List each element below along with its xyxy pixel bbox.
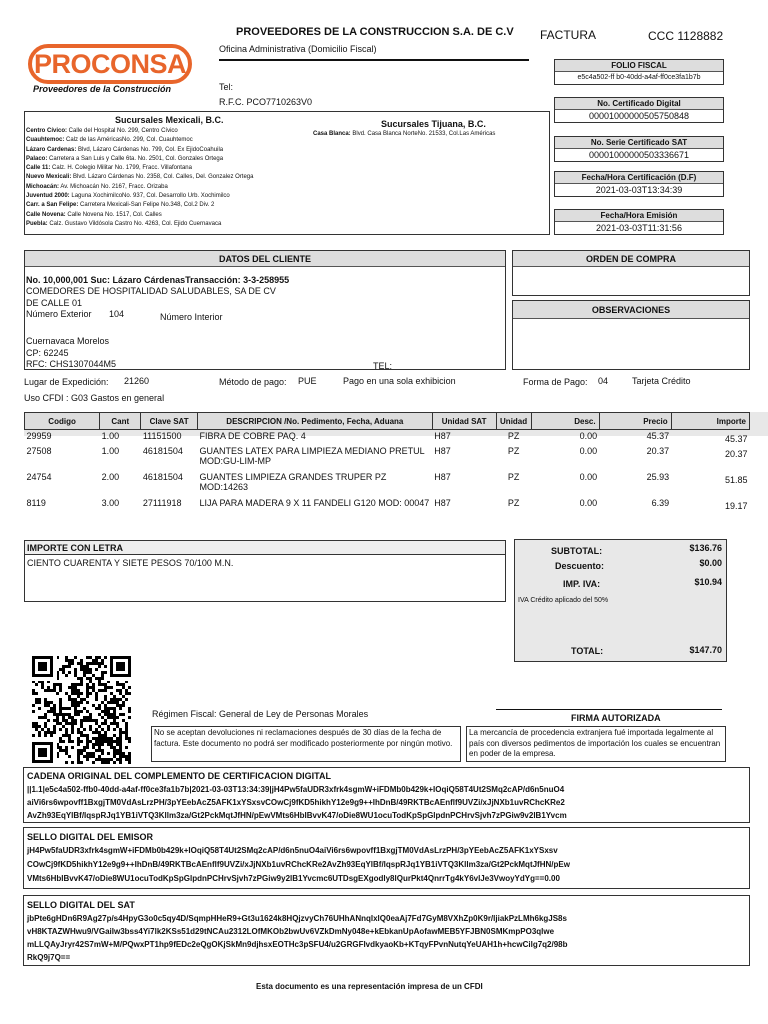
observaciones-box: [512, 300, 750, 370]
table-cell: H87: [434, 431, 451, 441]
branch-label: Palaco:: [26, 155, 48, 162]
col-clave-sat: Clave SAT: [141, 413, 198, 430]
table-row: [25, 430, 750, 446]
iva-value: $10.94: [694, 577, 722, 587]
table-cell: 0.00: [579, 446, 598, 456]
cert-sat-value: 00001000000503336671: [588, 150, 690, 160]
branch-label: Carr. a San Felipe:: [26, 202, 79, 209]
logo-text: PROCONSA: [33, 48, 186, 79]
sello-emisor-line-3: VMts6HbIBvvK47/oDie8WU1ocuTodKpSpGlpdnPCHrvSjvh7zPGiw9y2lB1Yvcmc6UTDsgEXgodly8lQurPkt4QnrrTg4kY6vlJe3VwoyYdYg==0.00: [27, 874, 560, 883]
table-cell: 20.37: [646, 446, 670, 456]
subtotal-label: SUBTOTAL:: [551, 546, 603, 556]
table-cell: 0.00: [579, 431, 598, 441]
sello-emisor-title: SELLO DIGITAL DEL EMISOR: [27, 832, 154, 842]
cert-box: [554, 97, 724, 123]
table-cell: 45.37: [646, 431, 670, 441]
iva-note: IVA Crédito aplicado del 50%: [518, 597, 609, 604]
total-value: $147.70: [689, 645, 722, 655]
cert-date-box: [554, 171, 724, 197]
descuento-label: Descuento:: [555, 561, 605, 571]
table-cell: 46181504: [142, 446, 183, 456]
table-header-row: [25, 413, 750, 430]
client-account-line: No. 10,000,001 Suc: Lázaro CárdenasTransacción: 3-3-258955: [26, 275, 290, 285]
iva-label: IMP. IVA:: [563, 579, 601, 589]
branch-item: [26, 136, 326, 145]
cadena-original-title: CADENA ORIGINAL DEL COMPLEMENTO DE CERTIFICACION DIGITAL: [27, 771, 332, 781]
folio-fiscal-value: e5c4a502-ff b0-40dd-a4af-ff0ce3fa1b7b: [577, 74, 701, 81]
sello-emisor-line-1: jH4Pw5faUDR3xfrk4sgmW+iFDMb0b429k+IOqiQ58T4Ut2SMq2cAP/d6n5nuO4aiVi6rs6wpovff1BxgjTM0VdAsLrzPH/3pYEebAcZ5AFK1xYSxsv: [27, 846, 558, 855]
document-number: CCC 1128882: [648, 29, 724, 43]
table-cell: PZ: [507, 446, 520, 456]
table-row: [25, 445, 750, 471]
importe-letra-title: IMPORTE CON LETRA: [25, 541, 505, 555]
branch-address: Calz. Gustavo Vildósola Castro No. 4263, Col. Ejido Cuernavaca: [47, 220, 222, 227]
col-desc: Desc.: [531, 413, 599, 430]
firma-line: [496, 709, 722, 710]
sello-sat-line-3: mLLQAyJryr42S7mW+M/PQwxPT1hp9fEDc2eQgOKjSkMn9djhsxEOTHc3pSFU4/u2GRGFlvdkyaoKb+KTqyFPvnNutqYeUAH1h+hcwCilg7q2/98b: [27, 940, 568, 949]
branch-label: Nuevo Mexicali:: [26, 174, 72, 181]
totals-box: [514, 539, 727, 662]
col-descripcion: DESCRIPCION /No. Pedimento, Fecha, Aduana: [197, 413, 432, 430]
tijuana-title: Sucursales Tijuana, B.C.: [381, 119, 486, 129]
items-table: [24, 412, 750, 523]
client-ext-label: Número Exterior: [26, 309, 92, 319]
branch-address: Av. Michoacán No. 2167, Fracc. Orizaba: [59, 183, 168, 190]
sello-emisor-line-2: COwCj9fKD5hikhY12e9g9++IhDnB/49RKTBcAEnflf9UVZi/xJjNXb1uvRChcKRe2AvZh93EqYlBf/lqspRJq1YB1iVTQ3Kllm3za/Gt2PckMqtJfHN/pEw: [27, 860, 570, 869]
branch-address: Blvd. Lázaro Cárdenas No. 2358, Col. Calles, Del. Gonzalez Ortega: [71, 174, 254, 181]
branch-item: [26, 155, 326, 164]
metodo-label: Método de pago:: [219, 377, 287, 387]
office-label: Oficina Administrativa (Domicilio Fiscal): [219, 44, 377, 54]
sello-sat-line-1: jbPte6gHDn6R9Ag27p/s4HpyG3o0c5qy4D/SqmpHHeR9+Gt3u1624k8HQjzvyCh76UHhANnqlxlQ0eaAj7Fd7GyM8VXhZp0K9r/ljiakPzLMh6kgJS8s: [27, 914, 567, 923]
table-cell: H87: [434, 446, 451, 456]
tijuana-branch: [313, 131, 495, 137]
regimen-fiscal: Régimen Fiscal: General de Ley de Personas Morales: [152, 709, 369, 719]
orden-compra-box: [512, 250, 750, 296]
cert-sat-box: [554, 136, 724, 162]
client-cp: CP: 62245: [26, 348, 69, 358]
table-cell: 24754: [26, 472, 52, 482]
branch-label: Michoacán:: [26, 183, 60, 190]
branch-item: [26, 201, 326, 210]
cert-label: No. Certificado Digital: [555, 98, 723, 110]
subtotal-value: $136.76: [689, 543, 722, 553]
table-cell: 1.00: [101, 431, 120, 441]
cadena-line-2: aiVi6rs6wpovff1BxgjTM0VdAsLrzPH/3pYEebAcZ5AFK1xYSxsvCOwCj9fKD5hikhY12e9g9++IhDnB/49RKTBcAEnflf9UVZi/xJjNXb1uvRChcKRe2: [27, 798, 565, 807]
col-importe: Importe: [671, 413, 749, 430]
notice-returns: No se aceptan devoluciones ni reclamaciones después de 30 días de la fecha de factura. Este documento no podrá ser modificado posteriormente por ningún motivo.: [151, 726, 461, 762]
table-cell: 51.85: [724, 475, 748, 485]
emit-date-value: 2021-03-03T11:31:56: [596, 223, 682, 233]
client-ext-value: 104: [109, 309, 125, 319]
branch-item: [26, 127, 326, 136]
tel-label: Tel:: [219, 82, 234, 92]
client-box: [24, 250, 506, 370]
table-cell: 29959: [26, 431, 52, 441]
folio-fiscal-box: [554, 59, 724, 85]
table-cell: PZ: [507, 498, 520, 508]
table-cell: H87: [434, 472, 451, 482]
table-cell: GUANTES LIMPIEZA GRANDES TRUPER PZ MOD:14263: [199, 472, 387, 492]
client-tel-label: TEL:: [373, 361, 393, 371]
branch-address: Calle Novena No. 1517, Col. Calles: [65, 211, 162, 218]
table-cell: 46181504: [142, 472, 183, 482]
table-cell: 27111918: [142, 498, 182, 508]
tijuana-branch-text: Blvd. Casa Blanca NorteNo. 21533, Col.Las Américas: [350, 131, 496, 137]
table-cell: 0.00: [579, 472, 598, 482]
table-cell: PZ: [507, 472, 520, 482]
table-cell: 45.37: [724, 434, 748, 444]
cert-date-label: Fecha/Hora Certificación (D.F): [555, 172, 723, 184]
branch-item: [26, 183, 326, 192]
table-cell: 11151500: [142, 431, 182, 441]
footer-note: Esta documento es una representación impresa de un CFDI: [256, 982, 483, 991]
metodo-value: PUE: [298, 376, 317, 386]
table-cell: 20.37: [724, 449, 748, 459]
client-city: Cuernavaca Morelos: [26, 336, 110, 346]
rfc-label: R.F.C. PCO7710263V0: [219, 97, 313, 107]
lugar-label: Lugar de Expedición:: [24, 377, 109, 387]
col-unidad: Unidad: [496, 413, 531, 430]
branch-label: Juventud 2000:: [26, 193, 70, 200]
forma-label: Forma de Pago:: [523, 377, 588, 387]
cadena-original-box: [23, 767, 750, 823]
col-cant: Cant: [100, 413, 141, 430]
client-street: DE CALLE 01: [26, 298, 83, 308]
col-precio: Precio: [599, 413, 671, 430]
company-logo: [28, 44, 192, 84]
mexicali-list: [26, 127, 326, 229]
company-name: PROVEEDORES DE LA CONSTRUCCION S.A. DE C.V: [236, 26, 514, 38]
branch-label: Lázaro Cardenas:: [26, 146, 77, 153]
branch-label: Cuauhtemoc:: [26, 137, 65, 144]
table-cell: LIJA PARA MADERA 9 X 11 FANDELI G120 MOD: 00047: [199, 498, 430, 508]
logo-subtitle: Proveedores de la Construcción: [33, 84, 172, 94]
forma-desc: Tarjeta Crédito: [632, 376, 691, 386]
client-int-label: Número Interior: [160, 312, 223, 322]
sello-sat-line-2: vH8KTAZWHwu9/VGaiIw3bss4Yi7lk2KSs51d29tNCAu2312LOfMKOb2bwUv6VZkDmNy048e+kEbkanUpAofawMEB5YFJBN0SMKmpPO3qlwe: [27, 927, 555, 936]
notice-import: La mercancía de procedencia extranjera fué importada legalmente al país con diversos pedimentos de importación los cuales se encuentran en poder de la empresa.: [466, 726, 726, 762]
branch-address: Calle del Hospital No. 299, Centro Cívico: [67, 128, 178, 134]
table-cell: FIBRA DE COBRE PAQ. 4: [199, 431, 306, 441]
branch-item: [26, 211, 326, 220]
folio-fiscal-label: FOLIO FISCAL: [555, 60, 723, 72]
importe-letra-value: CIENTO CUARENTA Y SIETE PESOS 70/100 M.N.: [27, 558, 234, 568]
branch-label: Centro Cívico:: [26, 128, 68, 134]
client-section-title: DATOS DEL CLIENTE: [25, 251, 505, 267]
cert-date-value: 2021-03-03T13:34:39: [595, 185, 683, 195]
sello-sat-line-4: RkQ9j7Q==: [27, 953, 71, 962]
orden-compra-title: ORDEN DE COMPRA: [513, 251, 749, 267]
branch-label: Calle 11:: [26, 165, 51, 172]
forma-value: 04: [598, 376, 609, 386]
emit-date-label: Fecha/Hora Emisión: [555, 210, 723, 222]
branch-label: Calle Novena:: [26, 211, 66, 218]
emit-date-box: [554, 209, 724, 235]
importe-letra-box: [24, 540, 506, 602]
observaciones-title: OBSERVACIONES: [513, 301, 749, 319]
branch-item: [26, 220, 326, 229]
table-cell: 27508: [26, 446, 52, 456]
table-cell: 3.00: [101, 498, 120, 508]
branch-item: [26, 146, 326, 155]
table-row: [25, 497, 750, 523]
branch-address: Blvd, Lázaro Cárdenas No. 799, Col. Ex EjidoCoahuila: [76, 146, 224, 153]
table-cell: 1.00: [101, 446, 120, 456]
table-cell: 0.00: [579, 498, 598, 508]
items-body: [25, 430, 750, 524]
firma-autorizada: FIRMA AUTORIZADA: [571, 713, 661, 723]
branch-address: Carretera a San Luis y Calle 6ta. No. 2501, Col. Gonzales Ortega: [47, 155, 224, 162]
table-cell: 6.39: [651, 498, 670, 508]
cadena-line-1: ||1.1|e5c4a502-ffb0-40dd-a4af-ff0ce3fa1b7b|2021-03-03T13:34:39|jH4Pw5faUDR3xfrk4sgmW+iFDMb0b429k+IOqiQ58T4Ut2SMq2cAP/d6n5nuO4: [27, 785, 565, 794]
total-label: TOTAL:: [571, 646, 604, 656]
table-cell: PZ: [507, 431, 520, 441]
cert-sat-label: No. Serie Certificado SAT: [555, 137, 723, 149]
branch-label: Puebla:: [26, 220, 48, 227]
cadena-line-3: AvZh93EqYlBf/lqspRJq1YB1iVTQ3Kllm3za/Gt2PckMqtJfHN/pEwVMts6HbIBvvK47/oDie8WU1ocuTodKpSpGlpdnPCHrvSjvh7zPGiw9v2lB1Yvcm: [27, 811, 567, 820]
client-name: COMEDORES DE HOSPITALIDAD SALUDABLES, SA DE CV: [26, 286, 276, 296]
col-codigo: Codigo: [25, 413, 100, 430]
table-row: [25, 471, 750, 497]
cert-value: 00001000000505750848: [588, 111, 690, 121]
table-cell: 19.17: [724, 501, 748, 511]
lugar-value: 21260: [124, 376, 150, 386]
sello-sat-box: [23, 895, 750, 966]
sello-emisor-box: [23, 827, 750, 889]
tijuana-branch-label: Casa Blanca:: [313, 131, 351, 137]
table-cell: 2.00: [101, 472, 120, 482]
branch-item: [26, 173, 326, 182]
branches-box: [24, 111, 550, 235]
document-type: FACTURA: [540, 28, 597, 42]
branch-address: Carretera Mexicali-San Felipe No.348, Col.2 Div. 2: [78, 202, 215, 209]
qr-code-icon: [32, 656, 132, 764]
client-rfc: RFC: CHS1307044M5: [26, 359, 117, 369]
branch-address: Calz de las AméricasNo. 299, Col. Cuauhtemoc: [64, 137, 193, 144]
metodo-desc: Pago en una sola exhibicion: [343, 376, 456, 386]
table-cell: H87: [434, 498, 451, 508]
sello-sat-title: SELLO DIGITAL DEL SAT: [27, 900, 135, 910]
col-unidad-sat: Unidad SAT: [432, 413, 496, 430]
table-cell: GUANTES LATEX PARA LIMPIEZA MEDIANO PRETUL MOD:GU-LIM-MP: [199, 446, 425, 466]
header-divider: [219, 59, 529, 61]
branch-item: [26, 164, 326, 173]
descuento-value: $0.00: [699, 558, 722, 568]
mexicali-title: Sucursales Mexicali, B.C.: [115, 115, 224, 125]
uso-cfdi: Uso CFDI : G03 Gastos en general: [24, 393, 165, 403]
branch-address: Calz. H. Colegio Militar No. 1799, Fracc. Villafontana: [50, 165, 192, 172]
table-cell: 25.93: [646, 472, 670, 482]
branch-item: [26, 192, 326, 201]
branch-address: Laguna XochimilcoNo. 937, Col. Desarrollo Urb. Xochimilco: [69, 193, 230, 200]
table-cell: 8119: [26, 498, 46, 508]
